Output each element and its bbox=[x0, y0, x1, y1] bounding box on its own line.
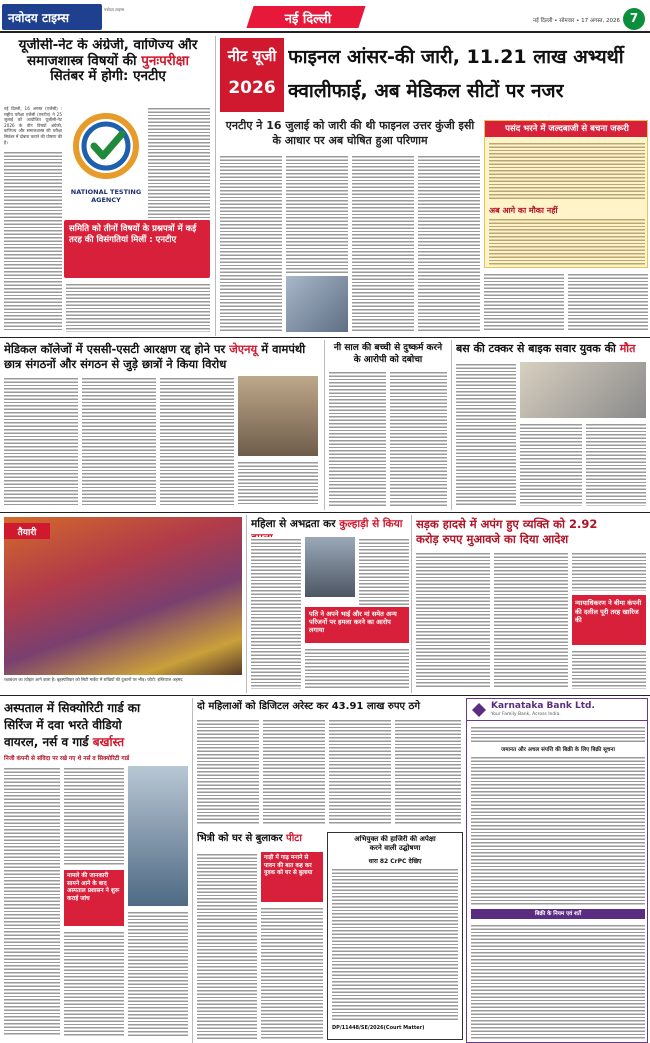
neet-body-col6 bbox=[568, 272, 648, 332]
tyaari-photo bbox=[4, 517, 242, 675]
sc-headline bbox=[4, 342, 320, 372]
assault-body-col2 bbox=[390, 370, 447, 506]
beat-callout-text: गाड़ी में गाढ़ मनाने से पावन की बात कह कर युवक को घर से बुलाया bbox=[264, 855, 313, 876]
bank-tagline: Your Family Bank, Across India. bbox=[491, 712, 561, 717]
story-ugc bbox=[0, 36, 213, 336]
section-city: नई दिल्ली bbox=[284, 12, 332, 27]
bank-footer-title: बिक्री के नियम एवं शर्तें bbox=[471, 909, 645, 919]
hospital-callout bbox=[64, 870, 124, 926]
neet-label-top: नीट यूजी bbox=[227, 47, 277, 65]
hospital-headline bbox=[4, 700, 190, 751]
bus-headline bbox=[456, 342, 648, 356]
neet-label-year: 2026 bbox=[228, 78, 276, 98]
hospital-body-col4 bbox=[128, 910, 188, 1036]
axe-callout bbox=[305, 607, 409, 643]
notice-body bbox=[332, 867, 458, 1021]
page-number-text: 7 bbox=[629, 11, 639, 25]
ugc-body-col3 bbox=[66, 282, 210, 332]
story-arrest bbox=[195, 698, 463, 828]
ugc-byline: नई दिल्ली, 16 अगस्त (एजेंसी) : राष्ट्रीय परीक्षा एजेंसी (एनटीए) ने 25 जुलाई को आयोजित यूजीसी-नेट 2026 के तीन विषयों अंग्रेजी, वाणिज्य और समाजशास्त्र की परीक्षा सितंबर में दोबारा कराने की घोषणा की है। bbox=[4, 106, 62, 145]
masthead-rule bbox=[0, 31, 650, 33]
dateline: नई दिल्ली • सोमवार • 17 अगस्त, 2026 bbox=[533, 18, 620, 24]
sc-body-col4 bbox=[238, 460, 318, 506]
axe-headline-text: महिला से अभद्रता कर bbox=[251, 518, 336, 530]
arrest-body-col2 bbox=[263, 718, 325, 824]
story-beat bbox=[195, 830, 323, 1043]
neet-body-col3 bbox=[352, 154, 414, 332]
neet-box-title: पसंद भरने में जल्दबाजी से बचना जरूरी bbox=[485, 121, 648, 137]
bus-headline-text: बस की टक्कर से बाइक सवार युवक की bbox=[456, 342, 616, 355]
section-rule-3 bbox=[0, 695, 650, 696]
road-body-col1 bbox=[416, 551, 490, 689]
axe-headline-highlight: कुल्हाड़ी से किया bbox=[339, 518, 403, 530]
bus-body-col2 bbox=[520, 422, 582, 506]
sc-body-col3 bbox=[160, 376, 234, 506]
axe-callout-text: पति ने अपने भाई और मां समेत अन्य परिजनों पर हमला करने का आरोप लगाया bbox=[309, 610, 397, 634]
notice-title-line2: करने वाली उद्घोषणा bbox=[369, 844, 421, 852]
hospital-headline-highlight: बर्खास्त bbox=[92, 735, 125, 749]
neet-subhead: एनटीए ने 16 जुलाई को जारी की थी फाइनल उत्तर कुंजी इसी के आधार पर अब घोषित हुआ परिणाम bbox=[225, 119, 475, 147]
assault-headline: नी साल की बच्ची से दुष्कर्म करने के आरोपी को दबोचा bbox=[333, 343, 443, 365]
hospital-body-col1 bbox=[4, 766, 60, 1036]
bank-notice-body bbox=[471, 755, 645, 905]
beat-headline-text: भित्री को घर से बुलाकर bbox=[197, 833, 283, 844]
beat-headline-highlight: पीटा bbox=[286, 833, 302, 844]
bank-header bbox=[467, 699, 647, 721]
bank-ad bbox=[466, 698, 648, 1043]
bank-address bbox=[471, 725, 645, 743]
neet-headline-line1: फाइनल आंसर-की जारी, 11.21 लाख अभ्यर्थी bbox=[288, 46, 624, 68]
story-axe bbox=[249, 515, 409, 693]
story-neet bbox=[218, 36, 648, 336]
bank-logo-icon bbox=[471, 702, 487, 718]
hospital-body-col3 bbox=[64, 930, 124, 1036]
nta-logo-text: NATIONAL TESTING AGENCY bbox=[70, 188, 142, 204]
hospital-subhead: निजी कंपनी से संविदा पर रखे गए थे नर्स व सिक्योरिटी गार्ड bbox=[4, 756, 130, 762]
story-sc-reservation bbox=[0, 340, 322, 510]
tyaari-tag bbox=[4, 523, 50, 539]
section-rule-2 bbox=[0, 512, 650, 513]
neet-box-body2 bbox=[489, 217, 645, 265]
notice-title bbox=[328, 835, 462, 853]
story-sexual-assault bbox=[327, 340, 449, 510]
masthead-tagline: नवोदय टाइम्स bbox=[104, 7, 125, 12]
neet-body-col1 bbox=[220, 154, 282, 332]
column-divider bbox=[411, 515, 412, 693]
ugc-headline-highlight: पुनःपरीक्षा bbox=[141, 52, 189, 69]
sc-photo bbox=[238, 376, 318, 456]
bus-headline-highlight: मौत bbox=[619, 342, 636, 355]
sc-headline-highlight: जेएनयू bbox=[229, 342, 258, 356]
section-rule-1 bbox=[0, 337, 650, 338]
nta-logo-graphic bbox=[66, 106, 146, 186]
beat-body-col1 bbox=[197, 852, 257, 1039]
hospital-photo bbox=[128, 766, 188, 906]
ugc-body-col1 bbox=[4, 150, 62, 332]
sc-headline-line1: मेडिकल कॉलेजों में एससी-एसटी आरक्षण रद्द होने पर bbox=[4, 342, 226, 356]
story-road bbox=[414, 515, 648, 693]
road-callout-text: न्यायाधिकरण ने बीमा कंपनी की दलील पूरी तरह खारिज की bbox=[575, 599, 642, 624]
bank-footer-body bbox=[471, 923, 645, 1039]
story-hospital bbox=[0, 698, 190, 1043]
road-callout bbox=[572, 595, 646, 645]
ugc-headline-line3: सितंबर में होगी: एनटीए bbox=[50, 68, 166, 85]
neet-body-col5 bbox=[484, 272, 564, 332]
court-notice bbox=[327, 832, 463, 1040]
bus-body-col1 bbox=[456, 362, 516, 506]
sc-headline-line2: में वामपंथी छात्र संगठनों और संगठन से जुड़े छात्रों ने किया विरोध bbox=[4, 342, 306, 371]
axe-photo bbox=[305, 537, 355, 597]
beat-body-col2 bbox=[261, 906, 323, 1039]
road-headline bbox=[416, 517, 648, 547]
hospital-body-col2 bbox=[64, 766, 124, 866]
column-divider bbox=[324, 340, 325, 510]
neet-info-box bbox=[484, 120, 648, 268]
notice-footer: DP/11448/SE/2026(Court Matter) bbox=[332, 1025, 425, 1031]
axe-body-col2 bbox=[359, 537, 409, 605]
arrest-headline: दो महिलाओं को डिजिटल अरेस्ट कर 43.91 लाख रुपए ठगे bbox=[197, 701, 420, 712]
column-divider bbox=[215, 36, 216, 336]
column-divider bbox=[192, 698, 193, 1043]
page-number bbox=[623, 8, 645, 30]
hospital-headline-line2: सिरिंज में दवा भरते वीडियो bbox=[4, 718, 122, 732]
bank-name: Karnataka Bank Ltd. bbox=[491, 701, 595, 711]
notice-section: धारा 82 CrPC देखिए bbox=[368, 858, 422, 865]
sc-body-col1 bbox=[4, 376, 78, 506]
bus-body-col3 bbox=[586, 422, 646, 506]
tyaari-caption: रक्षाबंधन का त्योहार आने वाला है। बृहस्पतिवार को सिटी मार्केट में राखियों की दुकानों पर भीड़। फोटो: इम्तियाज अहमद bbox=[4, 677, 183, 682]
axe-body-col1 bbox=[251, 537, 301, 689]
road-body-col4 bbox=[572, 649, 646, 689]
hospital-headline-line1: अस्पताल में सिक्योरिटी गार्ड का bbox=[4, 701, 141, 715]
arrest-body-col1 bbox=[197, 718, 259, 824]
axe-body-col3 bbox=[305, 647, 409, 689]
ugc-callout-text: समिति को तीनों विषयों के प्रश्नपत्रों में कई तरह की विसंगतियां मिलीं : एनटीए bbox=[69, 224, 197, 245]
notice-title-line1: अभियुक्त की हाजिरी की अपेक्षा bbox=[354, 835, 436, 843]
sc-body-col2 bbox=[82, 376, 156, 506]
assault-body-col1 bbox=[329, 370, 386, 506]
arrest-body-col3 bbox=[329, 718, 391, 824]
road-body-col2 bbox=[494, 551, 568, 689]
ugc-headline-line2: समाजशास्त्र विषयों की bbox=[27, 52, 137, 69]
column-divider bbox=[246, 515, 247, 693]
column-divider bbox=[451, 340, 452, 510]
beat-headline bbox=[197, 832, 323, 846]
hospital-headline-line3: वायरल, नर्स व गार्ड bbox=[4, 735, 89, 749]
road-headline-line1: सड़क हादसे में अपंग हुए व्यक्ति को 2.92 bbox=[416, 517, 598, 531]
neet-body-col2 bbox=[286, 154, 348, 274]
hospital-callout-text: मामले की जानकारी सामने आने के बाद अस्पताल प्रशासन ने शुरू कराई जांच bbox=[67, 873, 120, 902]
arrest-body-col4 bbox=[395, 718, 461, 824]
road-body-col3 bbox=[572, 551, 646, 591]
neet-headline-line2: क्वालीफाई, अब मेडिकल सीटों पर नजर bbox=[288, 80, 564, 102]
ugc-headline-line1: यूजीसी-नेट के अंग्रेजी, वाणिज्य और bbox=[18, 38, 198, 53]
brand-logo bbox=[2, 4, 102, 30]
story-tyaari bbox=[0, 515, 244, 693]
brand-name: नवोदय टाइम्स bbox=[8, 11, 70, 25]
bus-photo bbox=[520, 362, 646, 418]
ugc-callout bbox=[64, 220, 210, 278]
story-bus bbox=[454, 340, 648, 510]
neet-photo bbox=[286, 276, 348, 332]
tyaari-tag-text: तैयारी bbox=[17, 528, 37, 538]
neet-box-subtitle: अब आगे का मौका नहीं bbox=[489, 206, 558, 215]
ugc-headline bbox=[4, 38, 212, 85]
nta-logo bbox=[66, 106, 146, 216]
bank-notice-title: जमानत और अचल संपत्ति की बिक्री के लिए बिक्री सूचना bbox=[501, 747, 615, 753]
neet-body-col4 bbox=[418, 154, 480, 332]
neet-label bbox=[220, 38, 284, 112]
neet-box-body1 bbox=[489, 141, 645, 201]
masthead bbox=[0, 0, 650, 34]
neet-headline bbox=[288, 40, 648, 108]
road-headline-line2: करोड़ रुपए मुआवजे का दिया आदेश bbox=[416, 532, 569, 546]
beat-callout bbox=[261, 852, 323, 902]
